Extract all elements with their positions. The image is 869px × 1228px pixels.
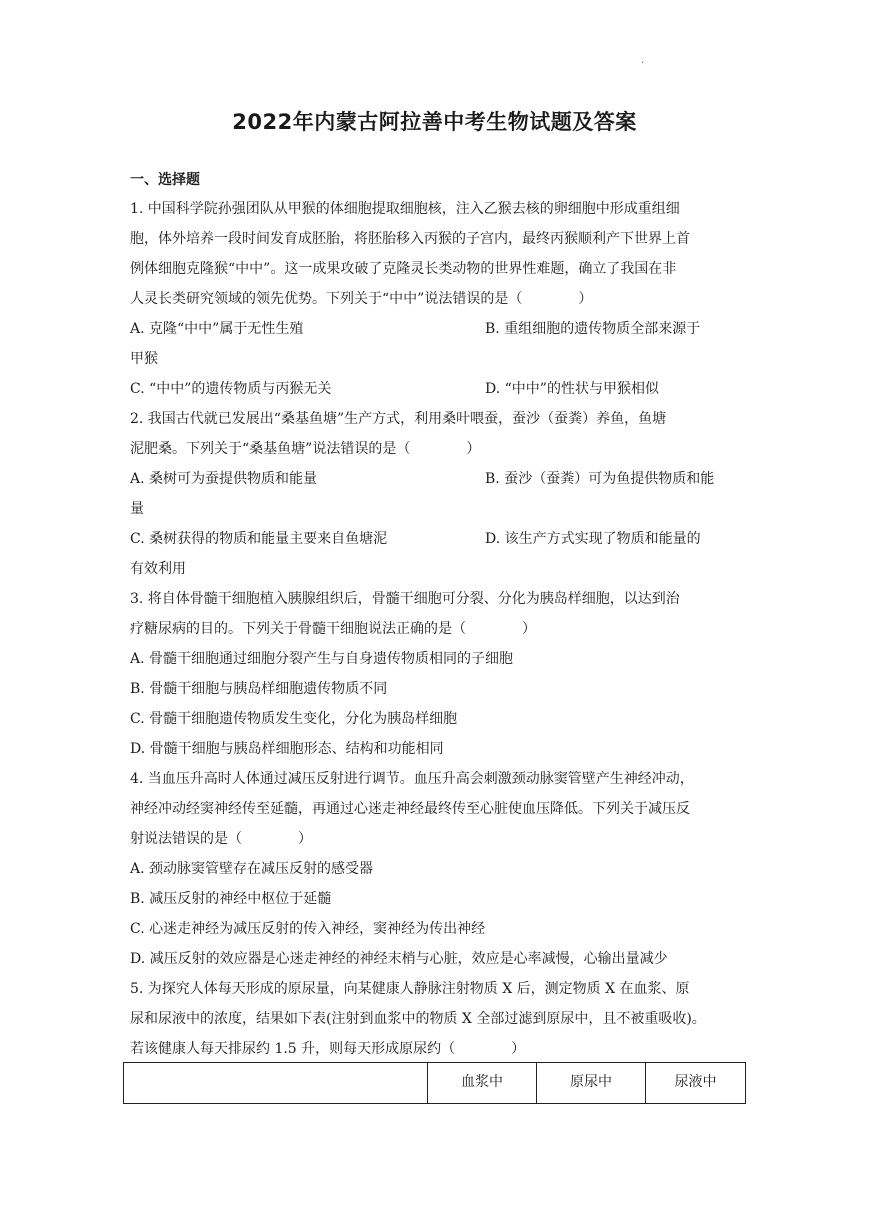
question-2-options-row bbox=[130, 464, 745, 494]
question-1-options-row bbox=[130, 314, 745, 344]
question-5-table bbox=[123, 1062, 746, 1104]
page-title: 2022年内蒙古阿拉善中考生物试题及答案 bbox=[232, 110, 637, 134]
question-4-text-line: 神经冲动经窦神经传至延髓，再通过心迷走神经最终传至心脏使血压降低。下列关于减压反 bbox=[130, 801, 690, 817]
question-3-option-c: C. 骨髓干细胞遗传物质发生变化，分化为胰岛样细胞 bbox=[130, 711, 458, 727]
question-5-text-line: 尿和尿液中的浓度，结果如下表(注射到血浆中的物质 X 全部过滤到原尿中，且不被重吸收)。 bbox=[130, 1011, 706, 1027]
question-1-text-line: 1. 中国科学院孙强团队从甲猴的体细胞提取细胞核，注入乙猴去核的卵细胞中形成重组细 bbox=[130, 201, 680, 217]
question-2-option-d-continued: 有效利用 bbox=[130, 561, 186, 577]
question-1-option-b: B. 重组细胞的遗传物质全部来源于 bbox=[485, 321, 701, 337]
question-2-option-c: C. 桑树获得的物质和能量主要来自鱼塘泥 bbox=[130, 531, 388, 547]
question-1-option-d: D. “中中”的性状与甲猴相似 bbox=[485, 381, 659, 397]
table-header-plasma: 血浆中 bbox=[428, 1063, 537, 1104]
question-1-option-a: A. 克隆“中中”属于无性生殖 bbox=[130, 321, 304, 337]
question-4-option-a: A. 颈动脉窦管壁存在减压反射的感受器 bbox=[130, 861, 374, 877]
question-3-text-line: 3. 将自体骨髓干细胞植入胰腺组织后，骨髓干细胞可分裂、分化为胰岛样细胞，以达到治 bbox=[130, 591, 680, 607]
question-5-text-line: 5. 为探究人体每天形成的原尿量，向某健康人静脉注射物质 X 后，测定物质 X 在血浆、原 bbox=[130, 981, 690, 997]
table-header-blank bbox=[124, 1063, 428, 1104]
question-3-text-line: 疗糖尿病的目的。下列关于骨髓干细胞说法正确的是（ ） bbox=[130, 621, 536, 637]
question-1-text-line: 人灵长类研究领域的领先优势。下列关于“中中”说法错误的是（ ） bbox=[130, 291, 593, 307]
question-1-options-row bbox=[130, 374, 745, 404]
question-2-option-b: B. 蚕沙（蚕粪）可为鱼提供物质和能 bbox=[485, 471, 715, 487]
table-header-row bbox=[124, 1063, 746, 1104]
question-3-option-b: B. 骨髓干细胞与胰岛样细胞遗传物质不同 bbox=[130, 681, 388, 697]
question-3-option-d: D. 骨髓干细胞与胰岛样细胞形态、结构和功能相同 bbox=[130, 741, 444, 757]
question-4-option-d: D. 减压反射的效应器是心迷走神经的神经末梢与心脏，效应是心率减慢，心输出量减少 bbox=[130, 951, 668, 967]
question-1-text-line: 胞，体外培养一段时间发育成胚胎，将胚胎移入丙猴的子宫内，最终丙猴顺利产下世界上首 bbox=[130, 231, 690, 247]
question-3-option-a: A. 骨髓干细胞通过细胞分裂产生与自身遗传物质相同的子细胞 bbox=[130, 651, 514, 667]
question-1-option-b-continued: 甲猴 bbox=[130, 351, 158, 367]
question-2-text-line: 泥肥桑。下列关于“桑基鱼塘”说法错误的是（ ） bbox=[130, 441, 481, 457]
question-4-text-line: 射说法错误的是（ ） bbox=[130, 831, 312, 847]
section-heading: 一、选择题 bbox=[130, 172, 200, 188]
question-5-text-line: 若该健康人每天排尿约 1.5 升，则每天形成原尿约（ ） bbox=[130, 1041, 526, 1057]
question-2-text-line: 2. 我国古代就已发展出“桑基鱼塘”生产方式，利用桑叶喂蚕，蚕沙（蚕粪）养鱼，鱼塘 bbox=[130, 411, 667, 427]
question-4-option-c: C. 心迷走神经为减压反射的传入神经，窦神经为传出神经 bbox=[130, 921, 486, 937]
question-2-option-a: A. 桑树可为蚕提供物质和能量 bbox=[130, 471, 318, 487]
header-dot: · bbox=[641, 58, 645, 69]
table-header-urine: 尿液中 bbox=[646, 1063, 746, 1104]
question-4-text-line: 4. 当血压升高时人体通过减压反射进行调节。血压升高会刺激颈动脉窦管壁产生神经冲动， bbox=[130, 771, 694, 787]
question-2-option-d: D. 该生产方式实现了物质和能量的 bbox=[485, 531, 701, 547]
question-2-options-row bbox=[130, 524, 745, 554]
question-1-option-c: C. “中中”的遗传物质与丙猴无关 bbox=[130, 381, 332, 397]
question-4-option-b: B. 减压反射的神经中枢位于延髓 bbox=[130, 891, 332, 907]
question-content bbox=[130, 194, 745, 1064]
question-2-option-b-continued: 量 bbox=[130, 501, 144, 517]
table-header-primary-urine: 原尿中 bbox=[537, 1063, 646, 1104]
question-1-text-line: 例体细胞克隆猴“中中”。这一成果攻破了克隆灵长类动物的世界性难题，确立了我国在非 bbox=[130, 261, 677, 277]
